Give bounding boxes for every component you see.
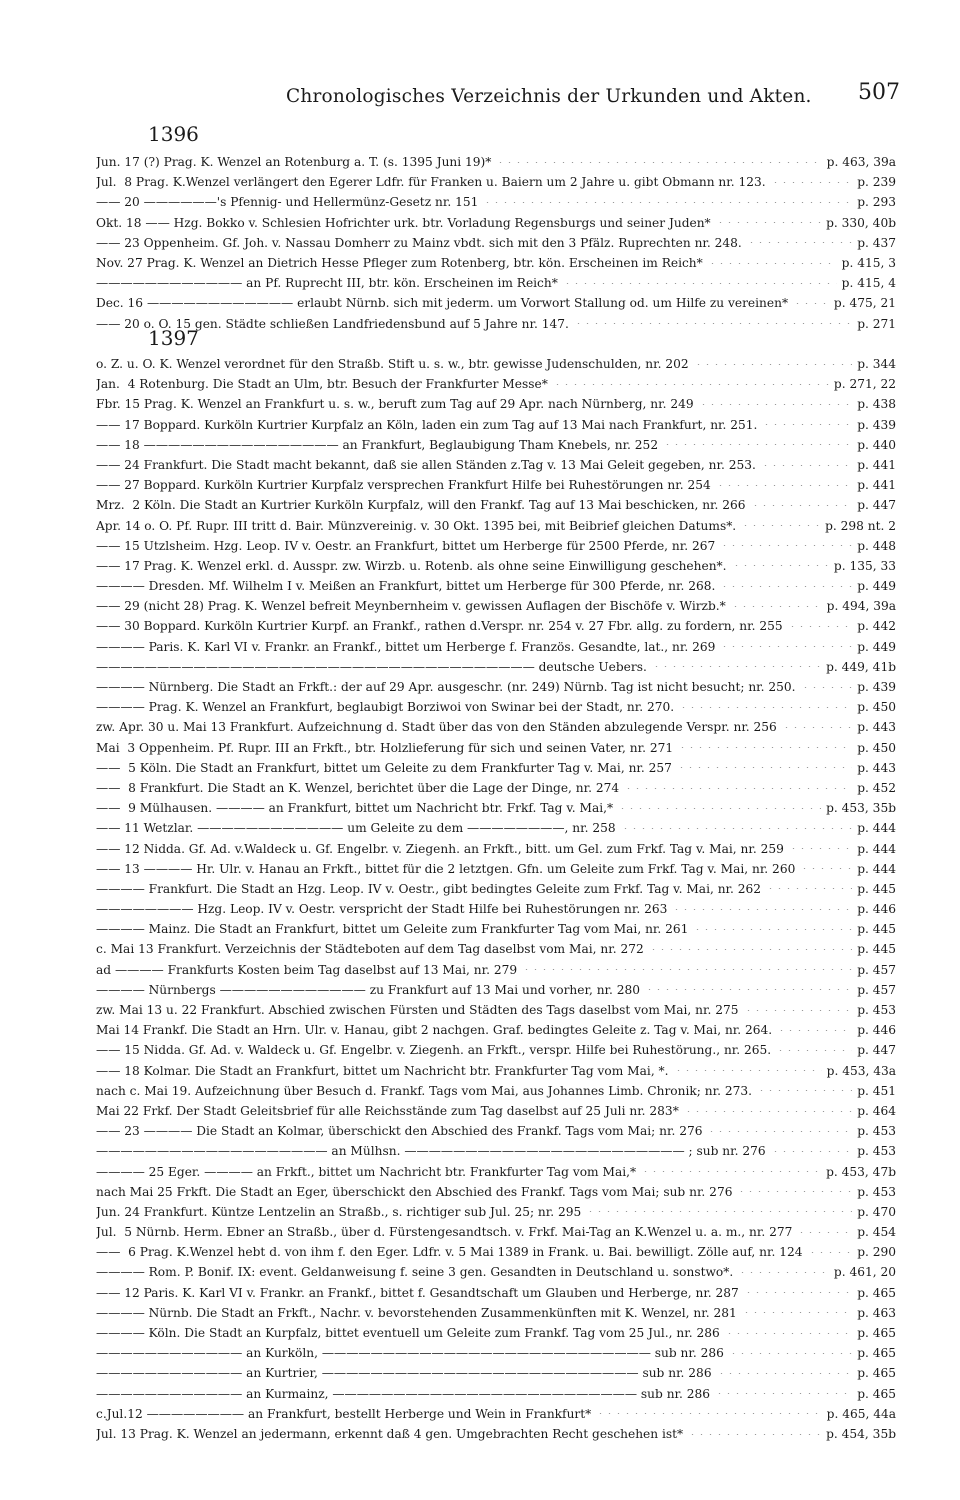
page-reference: p. 443 [857,720,896,735]
dot-leader [663,444,852,445]
dot-leader [596,1413,821,1414]
page-reference: p. 451 [857,1083,896,1098]
entry-text: —— 15 Nidda. Gf. Ad. v. Waldeck u. Gf. Engelbr. v. Ziegenh. an Frkft., verspr. Hilfe bei Ruhestörung., nr. 265. [96,1043,772,1058]
entry-text: ———————— Hzg. Leop. IV v. Oestr. verspricht der Stadt Hilfe bei Ruhestörungen nr. 263 [96,902,668,917]
entry-line [96,1363,896,1383]
entry-text: —— 12 Nidda. Gf. Ad. v.Waldeck u. Gf. Engelbr. v. Ziegenh. an Frkft., bitt. um Gel. zum Frkf. Tag v. Mai, nr. 259 [96,841,784,856]
dot-leader [747,242,852,243]
page-reference: p. 437 [857,235,896,250]
dot-leader [789,848,852,849]
entry-text: —— 18 ———————————————— an Frankfurt, Beglaubigung Tham Knebels, nr. 252 [96,437,659,452]
entry-line [96,213,896,233]
page-reference: p. 415, 4 [841,276,896,291]
page-reference: p. 440 [857,437,896,452]
page-reference: p. 443 [857,760,896,775]
entry-line [96,1283,896,1303]
page-reference: p. 450 [857,700,896,715]
dot-leader [766,888,852,889]
dot-leader [679,707,852,708]
page-reference: p. 445 [857,922,896,937]
entry-line [96,677,896,697]
entry-line [96,394,896,414]
entry-text: —— 8 Frankfurt. Die Stadt an K. Wenzel, berichtet über die Lage der Dinge, nr. 274 [96,780,620,795]
page-reference: p. 290 [857,1245,896,1260]
entry-line [96,758,896,778]
dot-leader [762,424,852,425]
entry-text: Mai 3 Oppenheim. Pf. Rupr. III an Frkft., btr. Holzlieferung für sich und seinen Vater, nr. 271 [96,740,674,755]
dot-leader [652,666,821,667]
entry-line [96,293,896,313]
page-reference: p. 461, 20 [833,1265,896,1280]
entry-line [96,939,896,959]
entry-line [96,798,896,818]
entry-line [96,253,896,273]
entry-line [96,475,896,495]
entry-text: Mai 22 Frkf. Der Stadt Geleitsbrief für alle Reichsstände zum Tag daselbst auf 25 Juli nr. 283* [96,1103,679,1118]
entry-line [96,960,896,980]
entry-text: Jul. 13 Prag. K. Wenzel an jedermann, erkennt daß 4 gen. Umgebrachten Recht geschehen ist* [96,1426,684,1441]
entry-text: ———————————— an Pf. Ruprecht III, btr. kön. Erscheinen im Reich* [96,276,558,291]
entry-text: ———— Nürnb. Die Stadt an Frkft., Nachr. v. bevorstehenden Zusammenkünften mit K. Wenzel, nr. 281 [96,1305,737,1320]
page-reference: p. 293 [857,195,896,210]
dot-leader [624,788,852,789]
dot-leader [744,1292,852,1293]
entry-line [96,192,896,212]
entry-text: —— 5 Köln. Die Stadt an Frankfurt, bittet um Geleite zu dem Frankfurter Tag v. Mai, nr. 257 [96,760,672,775]
entry-line [96,354,896,374]
entry-text: —— 12 Paris. K. Karl VI v. Frankr. an Frankf., bittet f. Gesandtschaft um Glauben und Herberge, nr. 287 [96,1285,739,1300]
entry-list-1397 [96,354,896,1444]
dot-leader [720,586,852,587]
dot-leader [793,303,829,304]
entry-text: ——————————————————— an Mülhsn. ——————————————————————— ; sub nr. 276 [96,1144,766,1159]
dot-leader [674,1070,822,1071]
entry-line [96,1222,896,1242]
page-reference: p. 444 [857,861,896,876]
entry-line [96,818,896,838]
dot-leader [771,1151,853,1152]
page-reference: p. 444 [857,821,896,836]
entry-text: Okt. 18 —— Hzg. Bokko v. Schlesien Hofrichter urk. btr. Vorladung Regensburgs und seiner Juden* [96,215,711,230]
entry-text: Jun. 17 (?) Prag. K. Wenzel an Rotenburg a. T. (s. 1395 Juni 19)* [96,155,492,169]
page-reference: p. 453 [857,1184,896,1199]
entry-line [96,879,896,899]
entry-line [96,778,896,798]
page-reference: p. 445 [857,942,896,957]
entry-line [96,536,896,556]
page-number: 507 [858,80,900,105]
entry-line [96,516,896,536]
entry-line [96,152,896,172]
entry-line [96,1141,896,1161]
entry-text: ———— Nürnberg. Die Stadt an Frkft.: der auf 29 Apr. ausgeschr. (nr. 249) Nürnb. Tag ist nicht besucht; nr. 250. [96,680,796,694]
page-reference: p. 135, 33 [833,558,896,573]
dot-leader [800,868,852,869]
entry-text: ad ———— Frankfurts Kosten beim Tag daselbst auf 13 Mai, nr. 279 [96,962,518,977]
entry-line [96,435,896,455]
entry-text: ———— Rom. P. Bonif. IX: event. Geldanweisung f. seine 3 gen. Gesandten in Deutschland u. sonstwo*. [96,1265,734,1280]
dot-leader [720,646,852,647]
page-reference: p. 465 [857,1386,896,1401]
dot-leader [496,162,821,163]
entry-text: —— 17 Prag. K. Wenzel erkl. d. Ausspr. zw. Wirzb. u. Rotenb. als ohne seine Einwilligung geschehen*. [96,558,727,573]
entry-text: —— 15 Utzlsheim. Hzg. Leop. IV v. Oestr. an Frankfurt, bittet um Herberge für 2500 Pferde, nr. 267 [96,538,716,553]
entry-line [96,1020,896,1040]
entry-text: —— 23 Oppenheim. Gf. Joh. v. Nassau Domherr zu Mainz vbdt. sich mit den 3 Pfälz. Ruprechten nr. 248. [96,235,742,250]
entry-text: Apr. 14 o. O. Pf. Rupr. III tritt d. Bair. Münzvereinig. v. 30 Okt. 1395 bei, mit Beibrief gleichen Datums*. [96,518,737,533]
entry-line [96,273,896,293]
dot-leader [684,1111,852,1112]
entry-line [96,374,896,394]
dot-leader [641,1171,821,1172]
entry-line [96,1101,896,1121]
entry-line [96,314,896,334]
year-heading-1396: 1396 [148,122,199,146]
page-reference: p. 446 [857,902,896,917]
page-reference: p. 438 [857,397,896,412]
entry-text: —— 13 ———— Hr. Ulr. v. Hanau an Frkft., bittet für die 2 letztgen. Gfn. um Geleite zum Frkf. Tag v. Mai, nr. 260 [96,861,796,876]
entry-line [96,717,896,737]
dot-leader [777,1030,852,1031]
page-reference: p. 450 [857,740,896,755]
page-reference: p. 465 [857,1326,896,1340]
dot-leader [563,283,837,284]
dot-leader [744,1010,853,1011]
page-reference: p. 415, 3 [841,255,896,270]
year-heading-1397: 1397 [148,326,199,350]
entry-text: —— 11 Wetzlar. ———————————— um Geleite zu dem ————————, nr. 258 [96,821,616,836]
entry-text: Jul. 8 Prag. K.Wenzel verlängert den Egerer Ldfr. für Franken u. Baiern um 2 Jahre u. gibt Obmann nr. 123. [96,175,766,190]
dot-leader [725,1333,852,1334]
entry-text: Mai 14 Frankf. Die Stadt an Hrn. Ulr. v. Hanau, gibt 2 nachgen. Graf. bedingtes Geleite z. Tag v. Mai, nr. 264. [96,1023,773,1038]
page-reference: p. 439 [857,680,896,694]
page-reference: p. 453, 43a [826,1063,896,1078]
entry-line [96,596,896,616]
entry-text: Mrz. 2 Köln. Die Stadt an Kurtrier Kurköln Kurpfalz, will den Frankf. Tag auf 13 Mai beschicken, nr. 266 [96,498,746,513]
entry-line [96,1081,896,1101]
entry-line [96,839,896,859]
entry-text: —— 24 Frankfurt. Die Stadt macht bekannt, daß sie allen Ständen z.Tag v. 13 Mai Geleit gegeben, nr. 253. [96,457,756,472]
page-reference: p. 441 [857,478,896,493]
dot-leader [757,1090,852,1091]
entry-line [96,495,896,515]
dot-leader [618,808,821,809]
entry-line [96,415,896,435]
entry-text: —— 20 ——————'s Pfennig- und Hellermünz-Gesetz nr. 151 [96,195,479,210]
entry-text: c. Mai 13 Frankfurt. Verzeichnis der Städteboten auf dem Tag daselbst vom Mai, nr. 272 [96,942,644,957]
entry-line [96,657,896,677]
page-reference: p. 463 [857,1305,896,1320]
entry-line [96,616,896,636]
running-head: Chronologisches Verzeichnis der Urkunden und Akten. [286,86,812,107]
page-reference: p. 449 [857,579,896,594]
dot-leader [649,949,852,950]
dot-leader [729,1353,852,1354]
page-reference: p. 452 [857,780,896,795]
entry-text: —— 9 Mülhausen. ———— an Frankfurt, bittet um Nachricht btr. Frkf. Tag v. Mai,* [96,801,614,816]
page-reference: p. 454, 35b [826,1426,896,1441]
page-reference: p. 439 [857,417,896,432]
entry-line [96,899,896,919]
entry-line [96,1000,896,1020]
page-reference: p. 453, 47b [826,1164,896,1179]
dot-leader [693,929,852,930]
dot-leader [716,222,821,223]
dot-leader [720,545,852,546]
dot-leader [731,606,822,607]
page-reference: p. 457 [857,962,896,977]
dot-leader [586,1211,852,1212]
page-reference: p. 330, 40b [826,215,896,230]
page-reference: p. 465, 44a [826,1406,896,1421]
dot-leader [677,767,852,768]
entry-text: ———— Paris. K. Karl VI v. Frankr. an Frankf., bittet um Herberge f. Französ. Gesandte, lat., nr. 269 [96,639,716,654]
page-reference: p. 271, 22 [833,377,896,392]
entry-text: ———————————— an Kurmainz, ————————————————————————— sub nr. 286 [96,1386,711,1401]
entry-text: —— 17 Boppard. Kurköln Kurtrier Kurpfalz an Köln, laden ein zum Tag auf 13 Mai nach Frankfurt, nr. 251. [96,417,758,432]
entry-text: nach c. Mai 19. Aufzeichnung über Besuch d. Frankf. Tags vom Mai, aus Johannes Limb. Chronik; nr. 273. [96,1083,752,1098]
entry-text: Nov. 27 Prag. K. Wenzel an Dietrich Hesse Pfleger zum Rotenberg, btr. kön. Erscheinen im Reich* [96,255,703,270]
dot-leader [808,1252,853,1253]
entry-text: ———— Mainz. Die Stadt an Frankfurt, bittet um Geleite zum Frankfurter Tag vom Mai, nr. 261 [96,922,689,937]
dot-leader [716,485,852,486]
entry-line [96,980,896,1000]
dot-leader [782,727,852,728]
page-reference: p. 454 [857,1225,896,1240]
dot-leader [688,1434,821,1435]
page-reference: p. 344 [857,357,896,371]
entry-text: Dec. 16 ———————————— erlaubt Nürnb. sich mit jederm. um Vorwort Stallung od. um Hilfe zu vereinen* [96,296,789,311]
dot-leader [715,1393,852,1394]
entry-text: zw. Mai 13 u. 22 Frankfurt. Abschied zwischen Fürsten und Städten des Tags daselbst vom Mai, nr. 275 [96,1003,739,1017]
entry-text: ———————————— an Kurköln, ——————————————————————————— sub nr. 286 [96,1346,724,1361]
dot-leader [707,1131,852,1132]
entry-text: ———— Köln. Die Stadt an Kurpfalz, bittet eventuell um Geleite zum Frankf. Tag vom 25 Jul., nr. 286 [96,1326,720,1340]
entry-text: —— 29 (nicht 28) Prag. K. Wenzel befreit Meynbernheim v. gewissen Auflagen der Bischöfe v. Wirzb.* [96,599,726,614]
dot-leader [553,384,829,385]
entry-text: —— 27 Boppard. Kurköln Kurtrier Kurpfalz versprechen Frankfurt Hilfe bei Ruhestörungen nr. 254 [96,478,711,493]
page-reference: p. 453 [857,1144,896,1159]
page-reference: p. 449 [857,639,896,654]
entry-line [96,919,896,939]
entry-line [96,1343,896,1363]
page-reference: p. 465 [857,1346,896,1361]
entry-line [96,1424,896,1444]
entry-text: —— 23 ———— Die Stadt an Kolmar, überschickt den Abschied des Frankf. Tags vom Mai; nr. 276 [96,1124,703,1139]
page-reference: p. 441 [857,457,896,472]
page-reference: p. 448 [857,538,896,553]
page-reference: p. 475, 21 [833,296,896,311]
entry-text: o. Z. u. O. K. Wenzel verordnet für den Straßb. Stift u. s. w., btr. gewisse Judenschulden, nr. 202 [96,357,689,371]
entry-line [96,1323,896,1343]
page-reference: p. 445 [857,881,896,896]
entry-line [96,1202,896,1222]
entry-line [96,1262,896,1282]
dot-leader [522,969,852,970]
page-reference: p. 444 [857,841,896,856]
dot-leader [801,687,853,688]
entry-line [96,1384,896,1404]
entry-text: c.Jul.12 ———————— an Frankfurt, bestellt Herberge und Wein in Frankfurt* [96,1406,592,1421]
page-reference: p. 470 [857,1204,896,1219]
page-reference: p. 494, 39a [826,599,896,614]
entry-text: Jun. 24 Frankfurt. Küntze Lentzelin an Straßb., s. richtiger sub Jul. 25; nr. 295 [96,1204,582,1219]
page-reference: p. 298 nt. 2 [825,518,896,533]
entry-text: ———— Frankfurt. Die Stadt an Hzg. Leop. IV v. Oestr., gibt bedingtes Geleite zum Frkf. Tag v. Mai, nr. 262 [96,881,762,896]
dot-leader [788,626,853,627]
dot-leader [761,465,852,466]
entry-text: Jul. 5 Nürnb. Herm. Ebner an Straßb., über d. Fürstengesandtsch. v. Frkf. Mai-Tag an K.Wenzel u. a. m., nr. 277 [96,1225,793,1240]
page-reference: p. 463, 39a [826,155,896,169]
entry-line [96,1162,896,1182]
dot-leader [574,323,852,324]
entry-line [96,1121,896,1141]
entry-text: nach Mai 25 Frkft. Die Stadt an Eger, überschickt den Abschied des Frankf. Tags vom Mai; sub nr. 276 [96,1184,733,1199]
entry-line [96,1242,896,1262]
entry-line [96,1404,896,1424]
page-reference: p. 465 [857,1366,896,1381]
entry-line [96,859,896,879]
entry-text: ———————————— an Kurtrier, —————————————————————————— sub nr. 286 [96,1366,712,1381]
page-reference: p. 447 [857,498,896,513]
page-reference: p. 464 [857,1103,896,1118]
page-reference: p. 453, 35b [826,801,896,816]
entry-text: ———— Dresden. Mf. Wilhelm I v. Meißen an Frankfurt, bittet um Herberge für 300 Pferde, nr. 268. [96,579,716,594]
entry-text: zw. Apr. 30 u. Mai 13 Frankfurt. Aufzeichnung d. Stadt über das von den Ständen abzulegende Verspr. nr. 256 [96,720,777,735]
entry-line [96,637,896,657]
page-reference: p. 457 [857,982,896,997]
entry-list-1396 [96,152,896,334]
entry-line [96,455,896,475]
entry-text: ———— 25 Eger. ———— an Frkft., bittet um Nachricht btr. Frankfurter Tag vom Mai,* [96,1164,637,1179]
entry-text: —— 30 Boppard. Kurköln Kurtrier Kurpf. an Frankf., rathen d.Verspr. nr. 254 v. 27 Fbr. allg. zu fordern, nr. 255 [96,619,783,634]
dot-leader [771,182,853,183]
dot-leader [742,1312,852,1313]
page-reference: p. 449, 41b [826,659,896,674]
entry-text: ———— Prag. K. Wenzel an Frankfurt, beglaubigt Borziwoi von Swinar bei der Stadt, nr. 270. [96,700,675,715]
dot-leader [645,989,852,990]
entry-text: —— 18 Kolmar. Die Stadt an Frankfurt, bittet um Nachricht btr. Frankfurter Tag vom Mai, *. [96,1063,669,1078]
page-reference: p. 239 [857,175,896,190]
dot-leader [732,565,829,566]
dot-leader [751,505,853,506]
entry-text: Jan. 4 Rotenburg. Die Stadt an Ulm, btr. Besuch der Frankfurter Messe* [96,377,548,392]
dot-leader [797,1232,852,1233]
entry-line [96,697,896,717]
entry-text: ———— Nürnbergs ———————————— zu Frankfurt auf 13 Mai und vorher, nr. 280 [96,982,641,997]
dot-leader [672,909,852,910]
dot-leader [741,525,820,526]
entry-line [96,233,896,253]
entry-line [96,738,896,758]
entry-line [96,172,896,192]
page-reference: p. 271 [857,316,896,331]
entry-text: Fbr. 15 Prag. K. Wenzel an Frankfurt u. s. w., beruft zum Tag auf 29 Apr. nach Nürnberg, nr. 249 [96,397,694,412]
entry-line [96,1061,896,1081]
dot-leader [699,404,853,405]
page-reference: p. 446 [857,1023,896,1038]
entry-line [96,1040,896,1060]
entry-line [96,1303,896,1323]
dot-leader [776,1050,852,1051]
page-reference: p. 453 [857,1003,896,1017]
page-reference: p. 447 [857,1043,896,1058]
dot-leader [737,1191,852,1192]
dot-leader [694,364,853,365]
entry-text: —— 6 Prag. K.Wenzel hebt d. von ihm f. den Eger. Ldfr. v. 5 Mai 1389 in Frank. u. Bai. bewilligt. Zölle auf, nr. 124 [96,1245,803,1260]
dot-leader [483,202,852,203]
dot-leader [708,263,837,264]
dot-leader [717,1373,853,1374]
page-reference: p. 453 [857,1124,896,1139]
entry-line [96,1182,896,1202]
page-reference: p. 465 [857,1285,896,1300]
page-reference: p. 442 [857,619,896,634]
dot-leader [678,747,852,748]
entry-text: ———————————————————————————————————— deutsche Uebers. [96,659,647,674]
entry-text: —— 20 o. O. 15 gen. Städte schließen Landfriedensbund auf 5 Jahre nr. 147. [96,316,569,331]
dot-leader [621,828,853,829]
dot-leader [738,1272,829,1273]
entry-line [96,576,896,596]
entry-line [96,556,896,576]
